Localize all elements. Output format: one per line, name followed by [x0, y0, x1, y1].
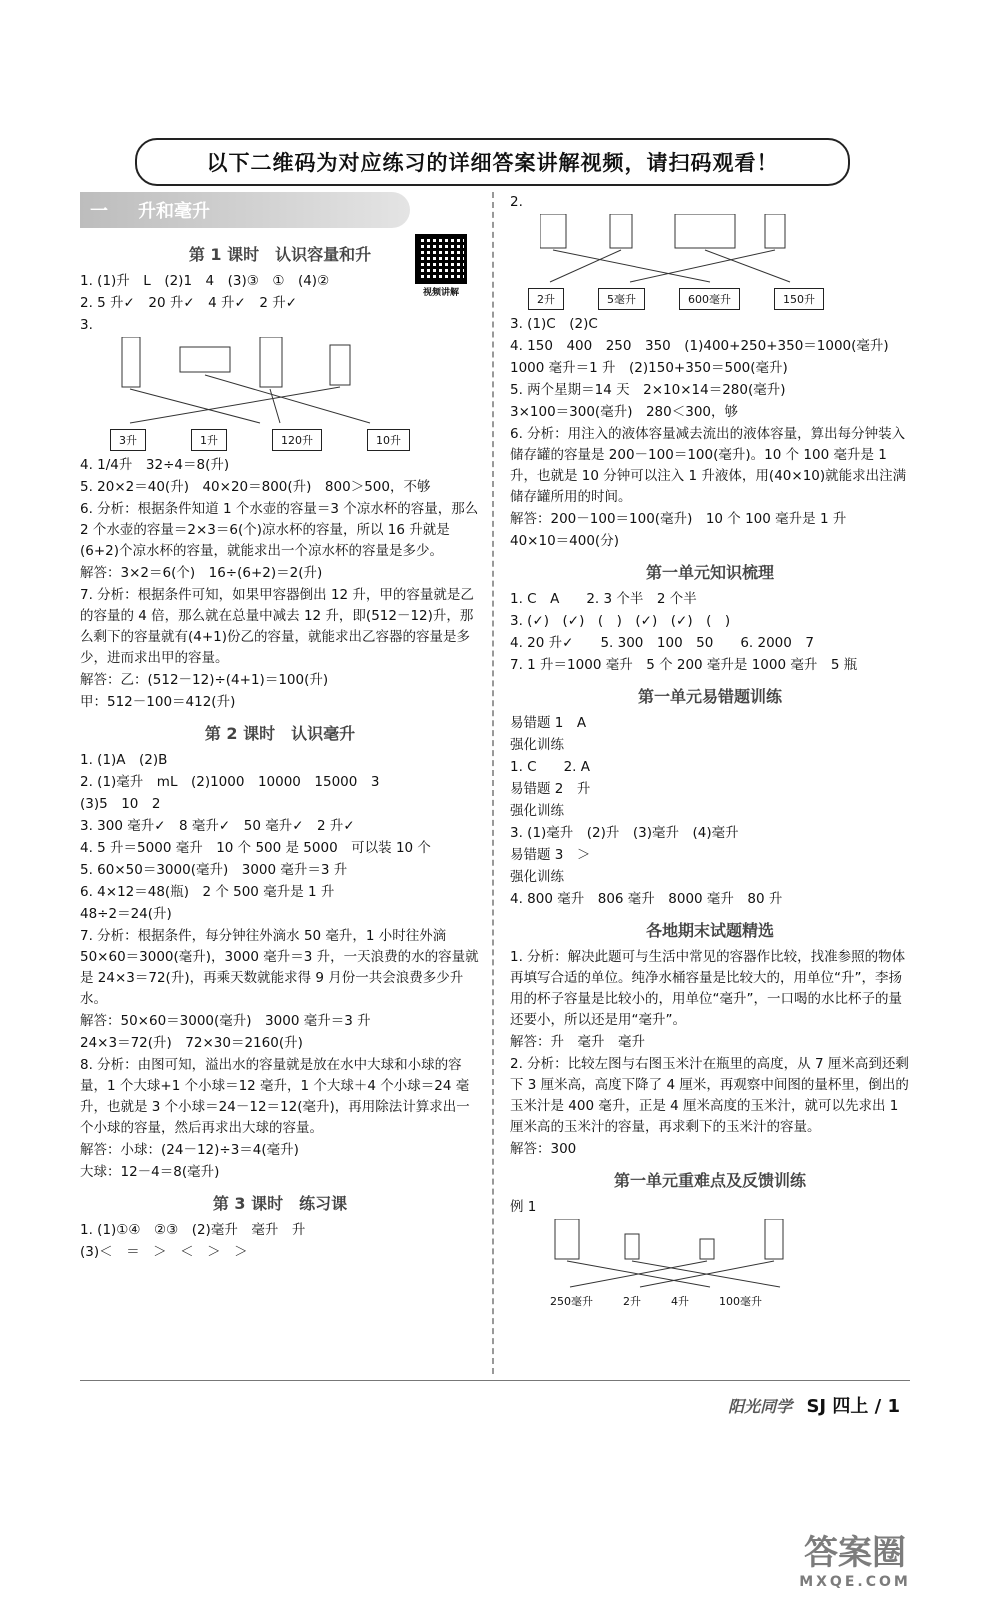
- answer-line: 3. 300 毫升✓ 8 毫升✓ 50 毫升✓ 2 升✓: [80, 818, 355, 834]
- matching-lines: [110, 337, 440, 425]
- answer-line: 2.: [510, 194, 523, 210]
- example-figure: [550, 1219, 910, 1289]
- answer-line: 4. 800 毫升 806 毫升 8000 毫升 80 升: [510, 891, 783, 907]
- answer-box: 150升: [774, 288, 824, 310]
- kettle-icon: [330, 345, 350, 385]
- watermark-sub: MXQE.COM: [799, 1574, 911, 1590]
- matching-figure: [540, 214, 910, 284]
- page-footer: [728, 1392, 900, 1418]
- example-label-item: 250毫升: [550, 1295, 593, 1308]
- qr-caption: 视频讲解: [422, 288, 459, 298]
- exam-title: 各地期末试题精选: [645, 921, 774, 940]
- answer-line: 解答：300: [510, 1141, 577, 1157]
- answer-line: 强化训练: [510, 869, 564, 885]
- review-title: 第一单元知识梳理: [645, 563, 774, 582]
- answer-line: 6. 分析：用注入的液体容量减去流出的液体容量，算出每分钟装入储存罐的容量是 200－100＝100(毫升)。10 个 100 毫升是 1 升，也就是 10 分钟可以注入 1 升液体，用(40×10)就能求出注满储存罐所用的时间。: [510, 426, 907, 505]
- answer-line: 7. 分析：根据条件可知，如果甲容器倒出 12 升，甲的容量就是乙的容量的 4 倍，那么就在总量中减去 12 升，即(512－12)升，那么剩下的容量就有(4+1)份乙的容量，就能求出乙容器的容量是多少，进而求出甲的容量。: [80, 587, 474, 666]
- answer-line: 解答：3×2＝6(个) 16÷(6+2)＝2(升): [80, 565, 323, 581]
- answer-boxes: [528, 288, 910, 310]
- answer-line: 甲：512－100＝412(升): [80, 694, 236, 710]
- answer-line: 3×100＝300(毫升) 280＜300，够: [510, 404, 739, 420]
- answer-line: 1. (1)A (2)B: [80, 752, 168, 768]
- answer-line: 5. 60×50＝3000(毫升) 3000 毫升＝3 升: [80, 862, 348, 878]
- example-lines: [550, 1219, 810, 1289]
- answer-line: 解答：小球：(24－12)÷3＝4(毫升): [80, 1142, 299, 1158]
- left-column: [80, 192, 480, 1264]
- example-label: 例 1: [510, 1199, 537, 1215]
- answer-boxes: [110, 429, 480, 451]
- answer-line: 大球：12－4＝8(毫升): [80, 1164, 220, 1180]
- answer-line: 48÷2＝24(升): [80, 906, 172, 922]
- banner: 以下二维码为对应练习的详细答案讲解视频，请扫码观看！: [135, 138, 850, 186]
- qr-code-icon: [415, 234, 467, 284]
- answer-box: 1升: [191, 429, 227, 451]
- matching-figure: [110, 337, 480, 425]
- medicine-bottle-icon: [765, 214, 785, 248]
- cooler-icon: [180, 347, 230, 372]
- lesson3-title: 第 3 课时 练习课: [212, 1194, 348, 1213]
- answer-line: 5. 两个星期＝14 天 2×10×14＝280(毫升): [510, 382, 786, 398]
- answer-box: 2升: [528, 288, 564, 310]
- answer-line: 易错题 1 A: [510, 715, 587, 731]
- answer-line: 40×10＝400(分): [510, 533, 619, 549]
- unit-header: [80, 192, 410, 228]
- answer-line: 1. C A 2. 3 个半 2 个半: [510, 591, 697, 607]
- column-divider: [492, 192, 494, 1374]
- answer-line: 6. 4×12＝48(瓶) 2 个 500 毫升是 1 升: [80, 884, 335, 900]
- lesson1-title: 第 1 课时 认识容量和升: [188, 245, 372, 264]
- cup-icon: [700, 1239, 714, 1259]
- answer-line: 3.: [80, 317, 93, 333]
- answer-line: 1. (1)①④ ②③ (2)毫升 毫升 升: [80, 1222, 306, 1238]
- answer-line: 1000 毫升＝1 升 (2)150+350＝500(毫升): [510, 360, 788, 376]
- errors-title: 第一单元易错题训练: [637, 687, 782, 706]
- answer-line: 7. 1 升＝1000 毫升 5 个 200 毫升是 1000 毫升 5 瓶: [510, 657, 858, 673]
- answer-box: 5毫升: [598, 288, 645, 310]
- key-title: 第一单元重难点及反馈训练: [613, 1171, 806, 1190]
- answer-line: 2. (1)毫升 mL (2)1000 10000 15000 3: [80, 774, 380, 790]
- answer-line: 解答：50×60＝3000(毫升) 3000 毫升＝3 升: [80, 1013, 371, 1029]
- answer-line: 2. 5 升✓ 20 升✓ 4 升✓ 2 升✓: [80, 295, 298, 311]
- answer-line: 易错题 3 ＞: [510, 847, 591, 863]
- unit-number: 一: [90, 201, 108, 222]
- answer-line: 1. (1)升 L (2)1 4 (3)③ ① (4)②: [80, 273, 330, 289]
- answer-line: 1. 分析：解决此题可与生活中常见的容器作比较，找准参照的物体再填写合适的单位。纯净水桶容量是比较大的，用单位“升”，李扬用的杯子容量是比较小的，用单位“毫升”，一口喝的水比杯子的量还要小，所以还是用“毫升”。: [510, 949, 906, 1028]
- answer-line: (3)＜ ＝ ＞ ＜ ＞ ＞: [80, 1244, 248, 1260]
- lesson2-title: 第 2 课时 认识毫升: [204, 724, 356, 743]
- answer-line: 1. C 2. A: [510, 759, 591, 775]
- footer-brand: 阳光同学: [728, 1397, 793, 1416]
- bottle-icon: [610, 214, 632, 248]
- answer-line: 3. (1)C (2)C: [510, 316, 598, 332]
- answer-line: 4. 150 400 250 350 (1)400+250+350＝1000(毫升): [510, 338, 889, 354]
- right-column: [510, 192, 910, 1313]
- answer-line: 8. 分析：由图可知，溢出水的容量就是放在水中大球和小球的容量，1 个大球+1 个小球＝12 毫升，1 个大球＋4 个小球＝24 毫升，也就是 3 个小球＝24－12＝12(毫升)，再用除法计算求出一个小球的容量，然后再求出大球的容量。: [80, 1057, 470, 1136]
- answer-line: (3)5 10 2: [80, 796, 161, 812]
- answer-line: 强化训练: [510, 737, 564, 753]
- answer-line: 2. 分析：比较左图与右图玉米汁在瓶里的高度，从 7 厘米高到还剩下 3 厘米高，高度下降了 4 厘米，再观察中间图的量杯里，倒出的玉米汁是 400 毫升，正是 4 厘米高度的玉米汁，就可以先求出 1 厘米高的玉米汁的容量，再求剩下的玉米汁的容量。: [510, 1056, 909, 1135]
- answer-line: 4. 5 升＝5000 毫升 10 个 500 是 5000 可以装 10 个: [80, 840, 431, 856]
- answer-line: 5. 20×2＝40(升) 40×20＝800(升) 800＞500，不够: [80, 479, 431, 495]
- answer-line: 6. 分析：根据条件知道 1 个水壶的容量＝3 个凉水杯的容量，那么 2 个水壶的容量＝2×3＝6(个)凉水杯的容量，所以 16 升就是(6+2)个凉水杯的容量，就能求出一个凉水杯的容量是多少。: [80, 501, 479, 559]
- answer-line: 解答：乙：(512－12)÷(4+1)＝100(升): [80, 672, 329, 688]
- answer-line: 4. 20 升✓ 5. 300 100 50 6. 2000 7: [510, 635, 814, 651]
- answer-line: 24×3＝72(升) 72×30＝2160(升): [80, 1035, 303, 1051]
- answer-box: 3升: [110, 429, 146, 451]
- matching-lines: [540, 214, 870, 284]
- answer-line: 3. (1)毫升 (2)升 (3)毫升 (4)毫升: [510, 825, 739, 841]
- unit-title: 升和毫升: [138, 201, 210, 222]
- answer-box: 600毫升: [679, 288, 740, 310]
- example-label-item: 100毫升: [719, 1295, 762, 1308]
- example-labels: [550, 1293, 910, 1309]
- jar-icon: [555, 1219, 579, 1259]
- example-label-item: 4升: [671, 1295, 689, 1308]
- aquarium-icon: [675, 214, 735, 248]
- answer-box: 120升: [272, 429, 322, 451]
- footer-page: SJ 四上 / 1: [806, 1396, 900, 1417]
- answer-line: 强化训练: [510, 803, 564, 819]
- answer-line: 解答：200－100＝100(毫升) 10 个 100 毫升是 1 升: [510, 511, 847, 527]
- answer-line: 7. 分析：根据条件，每分钟往外滴水 50 毫升，1 小时往外滴 50×60＝3000(毫升)，3000 毫升＝3 升，一天浪费的水的容量就是 24×3＝72(升)，再乘天数就能求得 9 月份一共会浪费多少升水。: [80, 928, 479, 1007]
- fridge-icon: [260, 337, 282, 387]
- bottle-icon: [765, 1219, 783, 1259]
- can-icon: [625, 1234, 639, 1259]
- thermos-icon: [122, 337, 140, 387]
- answer-line: 3. (✓) (✓) ( ) (✓) (✓) ( ): [510, 613, 731, 629]
- qr-code[interactable]: [415, 234, 467, 296]
- container-icon: [540, 214, 566, 248]
- example-label-item: 2升: [623, 1295, 641, 1308]
- footer-divider: [80, 1380, 910, 1381]
- watermark-main: 答案圈: [804, 1533, 906, 1573]
- answer-line: 易错题 2 升: [510, 781, 591, 797]
- answer-box: 10升: [367, 429, 410, 451]
- watermark-logo: [745, 1525, 965, 1590]
- answer-line: 解答：升 毫升 毫升: [510, 1034, 645, 1050]
- answer-line: 4. 1/4升 32÷4＝8(升): [80, 457, 230, 473]
